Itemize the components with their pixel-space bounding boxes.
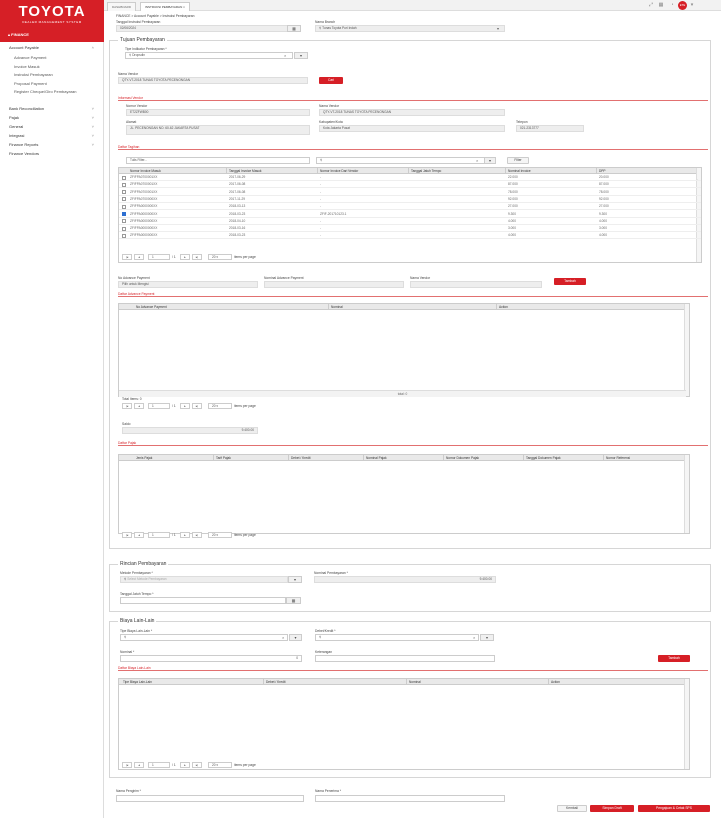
chevron-down-icon[interactable]: ▾ <box>497 26 500 31</box>
table-cell: 4.000 <box>599 218 607 223</box>
search-icon: ⚲ <box>320 158 323 162</box>
row-checkbox[interactable] <box>122 176 126 180</box>
table-cell <box>409 203 411 210</box>
clear-icon[interactable]: × <box>476 158 479 163</box>
table-cell: 20.000 <box>599 175 609 179</box>
kembali-button[interactable]: Kembali <box>557 805 587 812</box>
sidebar-item-finance-vendors[interactable] <box>0 150 104 158</box>
tab-instruksi-pembayaran[interactable] <box>140 2 190 11</box>
keterangan-field[interactable] <box>315 655 495 662</box>
no-advance-field[interactable]: Pilih untuk Mengisi <box>118 281 258 288</box>
prev-page-icon[interactable]: ◂ <box>134 762 144 768</box>
calendar-icon[interactable]: ▦ <box>286 597 301 604</box>
chevron-down-icon: ˅ <box>91 106 94 111</box>
advance-total-items: Total Items: 0 <box>122 397 142 401</box>
column-header[interactable]: Nominal <box>329 304 497 310</box>
clear-icon[interactable]: × <box>284 53 287 58</box>
calendar-icon[interactable]: ▦ <box>287 25 301 32</box>
vertical-scrollbar[interactable] <box>684 455 689 533</box>
tipe-value: Dropsdin <box>132 53 145 57</box>
debet-kredit-label: Debet/Kredit * <box>315 629 336 633</box>
nominal-advance-field <box>264 281 404 288</box>
chevron-down-icon[interactable]: ▾ <box>294 52 308 59</box>
chevron-down-icon: ▾ <box>215 255 219 259</box>
table-header <box>119 304 689 310</box>
rincian-pembayaran-title: Rincian Pembayaran <box>120 561 167 567</box>
info-nama-vendor-field: QTY-VT-2018 TUNAS TOYOTA PECENONGAN <box>319 109 505 116</box>
scroll-up-icon[interactable]: ▴ <box>697 178 699 182</box>
sidebar-item-label: Account Payable <box>9 45 40 50</box>
search-icon: ⚲ <box>124 577 128 581</box>
daftar-advance-section: Daftar Advance Payment <box>118 292 155 296</box>
column-header[interactable]: Nomor Dokumen Pajak <box>444 455 524 461</box>
column-header[interactable]: Tanggal Dokumen Pajak <box>524 455 604 461</box>
tipe-biaya-select[interactable] <box>120 634 288 641</box>
sidebar-item-label: Instruksi Pembayaran <box>14 72 53 77</box>
search-icon: ⚲ <box>319 635 322 639</box>
page-size-value: 20 <box>212 404 216 408</box>
nominal-advance-label: Nominal Advance Payment <box>264 276 304 280</box>
table-cell: ZFIF-201710123.1 <box>320 211 347 216</box>
saldo-field: 9.400.00 <box>122 427 258 434</box>
table-row[interactable] <box>119 181 701 188</box>
nama-vendor-field[interactable]: QTY-VT-2018 TUNAS TOYOTA PECENONGAN <box>118 77 308 84</box>
tambah-biaya-button[interactable]: Tambah <box>658 655 690 662</box>
table-cell <box>409 211 411 218</box>
pengajuan-cetak-button[interactable]: Pengajuan & Cetak SPS <box>638 805 710 812</box>
nomor-vendor-field: ET2ZFWB00 <box>126 109 310 116</box>
items-per-page-label: items per page <box>234 404 256 408</box>
first-page-icon[interactable]: |◂ <box>122 254 132 260</box>
column-header[interactable]: Nominal Pajak <box>364 455 444 461</box>
metode-placeholder: Select Metode Pembayaran <box>127 577 167 581</box>
table-cell <box>409 232 411 239</box>
table-cell: 9.300 <box>508 211 516 216</box>
kabupaten-kota-label: Kabupaten/Kota <box>319 120 343 124</box>
last-page-icon[interactable]: ▸| <box>192 403 202 409</box>
info-nama-vendor-label: Nama Vendor <box>319 104 340 108</box>
grid-icon[interactable]: ▦ <box>658 2 664 8</box>
biaya-table <box>118 678 690 770</box>
table-cell: 2017-06-08 <box>229 189 246 194</box>
table-row[interactable] <box>119 218 701 225</box>
column-header[interactable]: Nominal Invoice <box>506 168 597 174</box>
sidebar-item-label: Integrasi <box>9 133 25 138</box>
brand-name: TOYOTA <box>18 3 86 20</box>
saldo-label: Saldo <box>122 422 131 426</box>
table-cell: 78.000 <box>599 189 609 194</box>
nominal-biaya-field[interactable]: 0 <box>120 655 302 662</box>
chevron-up-icon: ▴ <box>8 32 11 37</box>
section-divider <box>118 670 708 671</box>
table-cell: 2018-03-23 <box>229 233 246 238</box>
keterangan-label: Keterangan <box>315 650 333 654</box>
sidebar <box>0 0 104 818</box>
tipe-indikator-label: Tipe Indikator Pembayaran * <box>125 47 167 51</box>
pajak-pager <box>122 531 322 539</box>
table-cell: - <box>320 196 322 201</box>
sidebar-item-proposal-payment[interactable] <box>0 80 104 88</box>
sidebar-item-label: Finance Vendors <box>9 151 40 156</box>
close-icon[interactable]: × <box>183 5 185 9</box>
table-cell: 3.000 <box>599 226 607 231</box>
table-cell: 3.000 <box>508 226 516 231</box>
cari-button[interactable]: Cari <box>319 77 343 84</box>
table-cell: 2018-04-10 <box>229 218 246 223</box>
table-cell: 92.000 <box>508 196 518 201</box>
tujuan-pembayaran-title: Tujuan Pembayaran <box>120 37 165 43</box>
table-header <box>119 455 689 461</box>
avatar[interactable]: ETE <box>678 1 687 10</box>
expand-icon[interactable]: ⤢ <box>648 2 653 8</box>
first-page-icon[interactable]: |◂ <box>122 532 132 538</box>
page-size-select[interactable] <box>208 403 232 409</box>
table-row[interactable] <box>119 174 701 181</box>
tagihan-pager <box>122 253 322 261</box>
clear-icon[interactable]: × <box>282 635 285 640</box>
table-cell: 87.000 <box>508 182 518 187</box>
items-per-page-label: items per page <box>234 763 256 767</box>
chevron-down-icon[interactable]: ▾ <box>480 634 494 641</box>
sidebar-item-general[interactable] <box>0 123 104 131</box>
page-number-input[interactable]: 1 <box>148 762 170 768</box>
page-size-value: 20 <box>212 255 216 259</box>
daftar-biaya-section: Daftar Biaya Lain-Lain <box>118 666 151 670</box>
sidebar-item-label: Proposal Payment <box>14 81 47 86</box>
page-number-input[interactable]: 1 <box>148 254 170 260</box>
tipe-biaya-label: Tipe Biaya Lain-Lain * <box>120 629 153 633</box>
breadcrumb: FINANCE > Account Payable > Instruksi Pembayaran <box>116 14 195 18</box>
column-header[interactable]: Action <box>549 679 686 685</box>
search-icon: ⚲ <box>124 635 127 639</box>
table-row[interactable] <box>119 232 701 239</box>
row-checkbox[interactable] <box>122 219 126 223</box>
column-header[interactable]: DPP <box>597 168 697 174</box>
page-size-select[interactable] <box>208 762 232 768</box>
brand-logo[interactable] <box>0 0 104 28</box>
page-count: / 1 <box>172 404 176 408</box>
table-cell: 27.000 <box>508 204 518 209</box>
next-page-icon[interactable]: ▸ <box>180 762 190 768</box>
table-cell: 2017-11-29 <box>229 196 246 201</box>
nominal-pembayaran-field: 9.400.00 <box>314 576 496 583</box>
section-divider <box>118 100 708 101</box>
table-row[interactable] <box>119 203 701 210</box>
column-header[interactable]: Debet / Kredit <box>264 679 407 685</box>
row-checkbox[interactable] <box>122 197 126 201</box>
sidebar-item-finance-reports[interactable] <box>0 141 104 149</box>
table-cell <box>409 174 411 181</box>
column-header[interactable]: Tarif Pajak <box>214 455 289 461</box>
table-row[interactable] <box>119 196 701 203</box>
metode-pembayaran-label: Metode Pembayaran * <box>120 571 153 575</box>
tipe-indikator-select[interactable] <box>125 52 293 59</box>
row-checkbox[interactable] <box>122 234 126 238</box>
debet-kredit-select[interactable] <box>315 634 479 641</box>
sidebar-item-pajak[interactable] <box>0 114 104 122</box>
table-cell: 92.000 <box>599 196 609 201</box>
page-number-input[interactable]: 1 <box>148 403 170 409</box>
table-cell <box>409 196 411 203</box>
search-icon: ⚲ <box>129 53 133 57</box>
module-label: FINANCE <box>11 32 29 37</box>
sidebar-item-register-cheque-giro-pembayaran[interactable] <box>0 90 80 100</box>
table-cell: 22.000 <box>508 175 518 179</box>
clear-icon[interactable]: × <box>473 635 476 640</box>
page-number-input[interactable]: 1 <box>148 532 170 538</box>
table-cell: ZFIFPA0000000XX <box>130 218 158 223</box>
table-cell: - <box>320 218 322 223</box>
row-checkbox[interactable] <box>122 212 126 216</box>
next-page-icon[interactable]: ▸ <box>180 403 190 409</box>
vertical-scrollbar[interactable] <box>684 304 689 396</box>
pajak-table <box>118 454 690 534</box>
rincian-pembayaran-panel <box>109 564 711 612</box>
tanggal-jatuh-tempo-field[interactable] <box>120 597 286 604</box>
chevron-down-icon: ˅ <box>91 133 94 138</box>
table-cell: ZFIFPA0700001XX <box>130 189 158 194</box>
alamat-label: Alamat <box>126 120 137 124</box>
daftar-tagihan-section: Daftar Tagihan <box>118 145 140 149</box>
daftar-pajak-section: Daftar Pajak <box>118 441 137 445</box>
prev-page-icon[interactable]: ◂ <box>134 254 144 260</box>
sidebar-item-integrasi[interactable] <box>0 132 104 140</box>
sidebar-item-invoice-masuk[interactable] <box>0 63 104 71</box>
nomor-vendor-label: Nomor Vendor <box>126 104 148 108</box>
sidebar-item-label: Invoice Masuk <box>14 64 40 69</box>
chevron-down-icon: ▾ <box>215 404 219 408</box>
items-per-page-label: items per page <box>234 533 256 537</box>
column-header[interactable]: Tanggal Jatuh Tempo <box>409 168 506 174</box>
first-page-icon[interactable]: |◂ <box>122 403 132 409</box>
table-cell: ZFIFPA0700001XX <box>130 182 158 187</box>
table-cell: 9.300 <box>599 211 607 216</box>
nama-penerima-field[interactable] <box>315 795 505 802</box>
top-bar <box>104 0 721 11</box>
page-size-select[interactable] <box>208 254 232 260</box>
prev-page-icon[interactable]: ◂ <box>134 532 144 538</box>
table-cell: - <box>320 189 322 194</box>
chevron-down-icon[interactable]: ▾ <box>289 634 302 641</box>
tab-label: INSTRUKSI PEMBAYARAN <box>145 5 183 9</box>
column-header[interactable]: Nomor Invoice Masuk <box>128 168 227 174</box>
sidebar-item-label: General <box>9 124 24 129</box>
search-icon: ⚲ <box>319 26 323 30</box>
telepon-field: 021-2313777 <box>516 125 584 132</box>
nama-pengirim-field[interactable] <box>116 795 304 802</box>
sidebar-item-label: Finance Reports <box>9 142 39 147</box>
column-header[interactable]: Nominal <box>407 679 549 685</box>
section-divider <box>118 445 708 446</box>
tambah-advance-button[interactable]: Tambah <box>554 278 586 285</box>
next-page-icon[interactable]: ▸ <box>180 254 190 260</box>
table-cell: 2017-06-29 <box>229 175 246 179</box>
page-count: / 1 <box>172 255 176 259</box>
row-checkbox[interactable] <box>122 227 126 231</box>
sidebar-item-advance-payment[interactable] <box>0 54 104 62</box>
tanggal-instruksi-label: Tanggal Instruksi Pembayaran <box>116 20 161 24</box>
nominal-pembayaran-label: Nominal Pembayaran * <box>314 571 348 575</box>
column-header[interactable]: Nomor Referensi <box>604 455 686 461</box>
table-cell: 4.000 <box>508 218 516 223</box>
last-page-icon[interactable]: ▸| <box>192 762 202 768</box>
column-header[interactable]: Tanggal Invoice Masuk <box>227 168 318 174</box>
table-row[interactable] <box>119 225 701 232</box>
prev-page-icon[interactable]: ◂ <box>134 403 144 409</box>
column-header[interactable]: Tipe Biaya Lain-Lain <box>121 679 264 685</box>
chevron-down-icon: ˅ <box>91 124 94 129</box>
advance-vendor-label: Nama Vendor <box>410 276 431 280</box>
chevron-down-icon[interactable]: ▾ <box>484 157 496 164</box>
column-header[interactable]: Jenis Pajak <box>134 455 214 461</box>
biaya-pager <box>122 761 322 769</box>
advance-vendor-field <box>410 281 542 288</box>
chevron-down-icon: ▾ <box>215 533 219 537</box>
table-cell: - <box>320 204 322 209</box>
last-page-icon[interactable]: ▸| <box>192 532 202 538</box>
table-cell: ZFIFPA0000000XX <box>130 226 158 231</box>
tab-dashboard[interactable] <box>107 2 136 11</box>
chevron-up-icon: ˄ <box>91 45 94 50</box>
advance-table <box>118 303 690 397</box>
table-cell: 2017-06-08 <box>229 182 246 187</box>
table-row[interactable] <box>119 211 701 218</box>
nama-penerima-label: Nama Penerima * <box>315 789 342 793</box>
row-checkbox[interactable] <box>122 205 126 209</box>
page-count: / 1 <box>172 763 176 767</box>
column-header[interactable]: No Advance Payment <box>134 304 329 310</box>
page-count: / 1 <box>172 533 176 537</box>
last-page-icon[interactable]: ▸| <box>192 254 202 260</box>
row-checkbox[interactable] <box>122 190 126 194</box>
nama-vendor-label: Nama Vendor <box>118 72 139 76</box>
advance-total-row: total: 0 <box>119 390 686 397</box>
table-cell: 4.000 <box>599 233 607 238</box>
first-page-icon[interactable]: |◂ <box>122 762 132 768</box>
table-cell: 2018-03-16 <box>229 226 246 231</box>
section-divider <box>118 296 708 297</box>
tanggal-jatuh-tempo-label: Tanggal Jatuh Tempo * <box>120 592 154 596</box>
table-cell: ZFIFPA0000000XX <box>130 204 158 209</box>
sidebar-item-label: Register Cheque/Giro Pembayaran <box>14 89 77 94</box>
table-cell: 27.000 <box>599 204 609 209</box>
sidebar-item-label: Advance Payment <box>14 55 47 60</box>
tagihan-filter-input[interactable]: Tulis Filter... <box>126 157 310 164</box>
table-cell: ZFIFPA0000000XX <box>130 211 158 216</box>
chevron-down-icon: ˅ <box>91 115 94 120</box>
table-cell: 4.000 <box>508 233 516 238</box>
sidebar-module-finance[interactable] <box>0 28 104 42</box>
informasi-vendor-section: Informasi Vendor <box>118 96 143 100</box>
table-cell: ZFIFPA0700001XX <box>130 175 158 179</box>
table-cell: - <box>320 233 322 238</box>
tagihan-filter-column-select[interactable] <box>316 157 496 164</box>
no-advance-label: No Advance Payment <box>118 276 150 280</box>
nama-branch-label: Nama Branch <box>315 20 336 24</box>
brand-tagline: DEALER MANAGEMENT SYSTEM <box>22 20 82 24</box>
table-cell <box>409 181 411 188</box>
bell-icon[interactable]: ◔ <box>670 2 674 8</box>
table-cell <box>409 225 411 232</box>
alamat-field: JL. PECENONGAN NO. 60-62 JAKARTA PUSAT <box>126 125 310 135</box>
table-header <box>119 679 689 685</box>
tagihan-table <box>118 167 702 263</box>
table-cell: 78.000 <box>508 189 518 194</box>
page-size-value: 20 <box>212 533 216 537</box>
table-cell: ZFIFPA0700000XX <box>130 196 158 201</box>
simpan-draft-button[interactable]: Simpan Draft <box>590 805 634 812</box>
sidebar-item-label: Bank Reconciliation <box>9 106 45 111</box>
table-cell: - <box>320 182 322 187</box>
sidebar-item-label: Pajak <box>9 115 20 120</box>
filter-button[interactable]: Filter <box>507 157 529 164</box>
vertical-scrollbar[interactable] <box>684 679 689 769</box>
nama-pengirim-label: Nama Pengirim * <box>116 789 141 793</box>
sidebar-item-instruksi-pembayaran[interactable] <box>0 71 104 79</box>
table-cell: 2018-03-23 <box>229 211 246 216</box>
column-header[interactable]: Debet / Kredit <box>289 455 364 461</box>
chevron-down-icon: ▾ <box>215 763 219 767</box>
page-size-value: 20 <box>212 763 216 767</box>
table-cell: - <box>320 226 322 231</box>
table-cell <box>409 218 411 225</box>
section-divider <box>118 149 708 150</box>
table-cell: - <box>320 175 322 179</box>
sidebar-item-bank-reconciliation[interactable] <box>0 105 104 113</box>
metode-pembayaran-select[interactable] <box>120 576 288 583</box>
chevron-down-icon: ˅ <box>91 142 94 147</box>
table-cell: 87.000 <box>599 182 609 187</box>
advance-pager <box>122 402 322 410</box>
table-cell: ZFIFPA0000000XX <box>130 233 158 238</box>
chevron-down-icon[interactable]: ▾ <box>288 576 302 583</box>
column-header[interactable]: Action <box>497 304 687 310</box>
tanggal-instruksi-field[interactable]: 02/06/2024 <box>116 25 289 32</box>
kabupaten-kota-field: Kota Jakarta Pusat <box>319 125 505 132</box>
branch-value: Tunas Toyota Puri Indah <box>322 26 357 30</box>
telepon-label: Telepon <box>516 120 528 124</box>
row-checkbox[interactable] <box>122 183 126 187</box>
tab-label: DASHBOARD <box>112 5 132 9</box>
biaya-lain-title: Biaya Lain-Lain <box>120 618 155 624</box>
nominal-biaya-label: Nominal * <box>120 650 135 654</box>
page-size-select[interactable] <box>208 532 232 538</box>
items-per-page-label: items per page <box>234 255 256 259</box>
table-cell <box>409 189 411 196</box>
next-page-icon[interactable]: ▸ <box>180 532 190 538</box>
table-cell: 2018-03-13 <box>229 204 246 209</box>
table-row[interactable] <box>119 189 701 196</box>
nama-branch-field[interactable] <box>315 25 505 32</box>
sidebar-item-account-payable[interactable] <box>0 44 104 52</box>
chevron-down-icon[interactable]: ▾ <box>690 2 694 8</box>
column-header[interactable]: Nomor Invoice Dari Vendor <box>318 168 409 174</box>
